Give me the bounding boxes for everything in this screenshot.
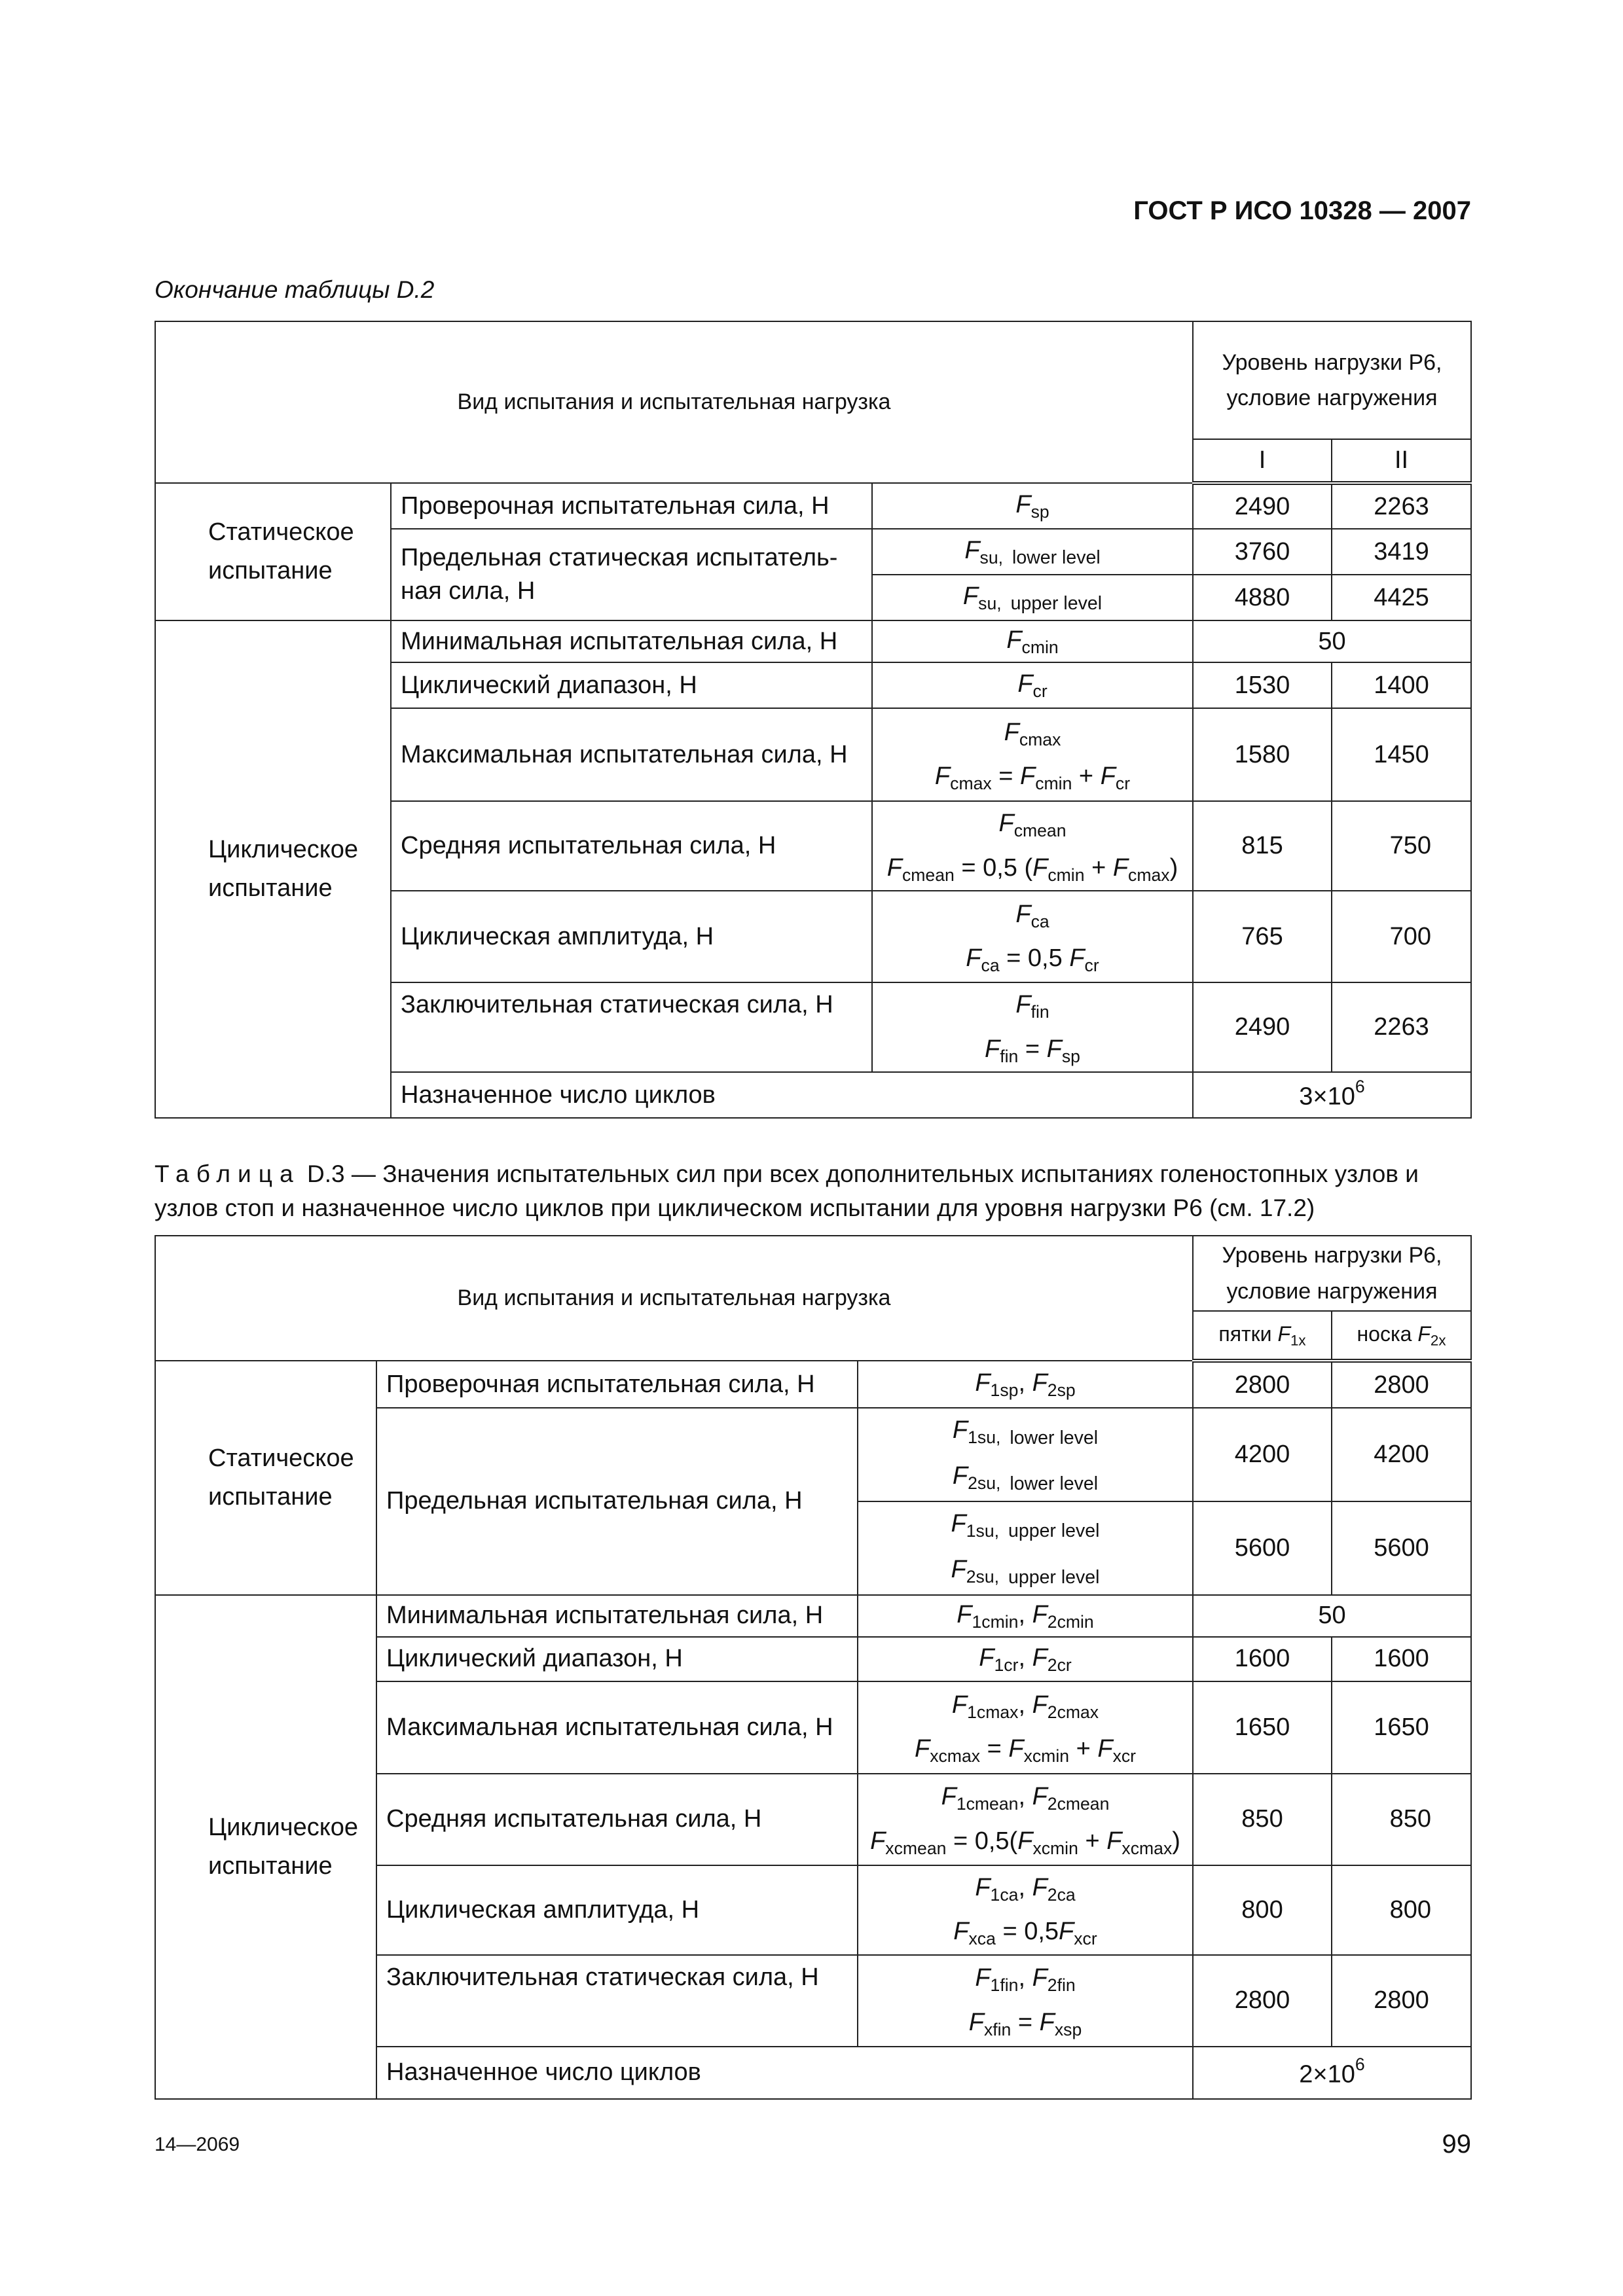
- group-cyclic: Циклическое испытание: [155, 620, 391, 1118]
- footer-code: 14—2069: [155, 2134, 240, 2155]
- table1-head-test: Вид испытания и испытательная нагрузка: [155, 321, 1193, 483]
- table-row: Предельная статическая испытательная сила, Н $F_{su,}$ $_{lower level}$ 3760 3419: [155, 529, 1471, 575]
- table2-col-toe: носка $F_{2x}$: [1332, 1311, 1471, 1361]
- table-row: Назначенное число циклов $2\times 10^6$: [155, 2047, 1471, 2099]
- symbol: $F_{su,}$ $_{upper level}$: [872, 575, 1193, 620]
- symbol: $F_{sp}$: [872, 483, 1193, 529]
- table-row: Циклическое испытание Минимальная испытательная сила, Н $F_{cmin}$ 50: [155, 620, 1471, 662]
- table1-col-2: II: [1332, 439, 1471, 483]
- table-row: Заключительная статическая сила, Н $F_{fin}$ $F_{fin} = F_{sp}$ 2490 2263: [155, 982, 1471, 1072]
- table-row: Средняя испытательная сила, Н $F_{1cmean}$, $F_{2cmean}$ $F_{xcmean} = 0,5(F_{xcmin} + F_{xcmax})$ 850 850: [155, 1774, 1471, 1865]
- table-row: Назначенное число циклов $3\times 10^6$: [155, 1072, 1471, 1118]
- table-row: Циклическая амплитуда, Н $F_{ca}$ $F_{ca} = 0,5$ $F_{cr}$ 765 700: [155, 891, 1471, 982]
- group-cyclic: Циклическое испытание: [155, 1595, 376, 2099]
- table-row: Циклический диапазон, Н $F_{cr}$ 1530 1400: [155, 662, 1471, 708]
- table-row: Средняя испытательная сила, Н $F_{cmean}$ $F_{cmean} = 0,5$ $(F_{cmin} + F_{cmax})$ 815 750: [155, 801, 1471, 891]
- table-row: Максимальная испытательная сила, Н $F_{1cmax}$, $F_{2cmax}$ $F_{xcmax} = F_{xcmin} + F_{xcr}$ 1650 1650: [155, 1681, 1471, 1774]
- table-d3: [155, 1235, 1472, 2100]
- table-row: Максимальная испытательная сила, Н $F_{cmax}$ $F_{cmax} = F_{cmin} + F_{cr}$ 1580 1450: [155, 708, 1471, 801]
- table1-caption: Окончание таблицы D.2: [155, 276, 435, 303]
- table2-col-heel: пятки $F_{1x}$: [1193, 1311, 1332, 1361]
- table-row: Циклический диапазон, Н $F_{1cr}$, $F_{2cr}$ 1600 1600: [155, 1637, 1471, 1681]
- table-row: Циклическая амплитуда, Н $F_{1ca}$, $F_{2ca}$ $F_{xca} = 0,5F_{xcr}$ 800 800: [155, 1865, 1471, 1955]
- table-row: $F_{su,}$ $_{upper level}$ 4880 4425: [155, 575, 1471, 620]
- table-row: Циклическое испытание Минимальная испытательная сила, Н $F_{1cmin}$, $F_{2cmin}$ 50: [155, 1595, 1471, 1637]
- table-row: Статическое испытание Проверочная испытательная сила, Н $F_{1sp}$, $F_{2sp}$ 2800 2800: [155, 1361, 1471, 1408]
- table1-col-1: I: [1193, 439, 1332, 483]
- table2-head-test: Вид испытания и испытательная нагрузка: [155, 1236, 1193, 1361]
- table-row: $F_{1su,}$ $_{upper level}$ $F_{2su,}$ $_{upper level}$ 5600 5600: [155, 1501, 1471, 1595]
- group-static: Статическое испытание: [155, 483, 391, 620]
- table2-caption: Таблица D.3 — Значения испытательных сил при всех дополнительных испытаниях голеностопных узлов и узлов стоп и назначенное число циклов при циклическом испытании для уровня нагрузки P6 (см. 17.2): [155, 1160, 1419, 1221]
- table-row: Статическое испытание Проверочная испытательная сила, Н $F_{sp}$ 2490 2263: [155, 483, 1471, 529]
- standard-header: ГОСТ Р ИСО 10328 — 2007: [1133, 196, 1471, 225]
- table-d2-end: [155, 321, 1472, 1119]
- symbol: $F_{su,}$ $_{lower level}$: [872, 529, 1193, 575]
- table1-head-level: Уровень нагрузки P6, условие нагружения: [1193, 321, 1471, 439]
- table-row: Предельная испытательная сила, Н $F_{1su,}$ $_{lower level}$ $F_{2su,}$ $_{lower level}$ 4200 4200: [155, 1408, 1471, 1501]
- page-number: 99: [1442, 2130, 1471, 2159]
- group-static: Статическое испытание: [155, 1361, 376, 1595]
- table-row: Заключительная статическая сила, Н $F_{1fin}$, $F_{2fin}$ $F_{xfin} = F_{xsp}$ 2800 2800: [155, 1955, 1471, 2047]
- table2-head-level: Уровень нагрузки P6, условие нагружения: [1193, 1236, 1471, 1311]
